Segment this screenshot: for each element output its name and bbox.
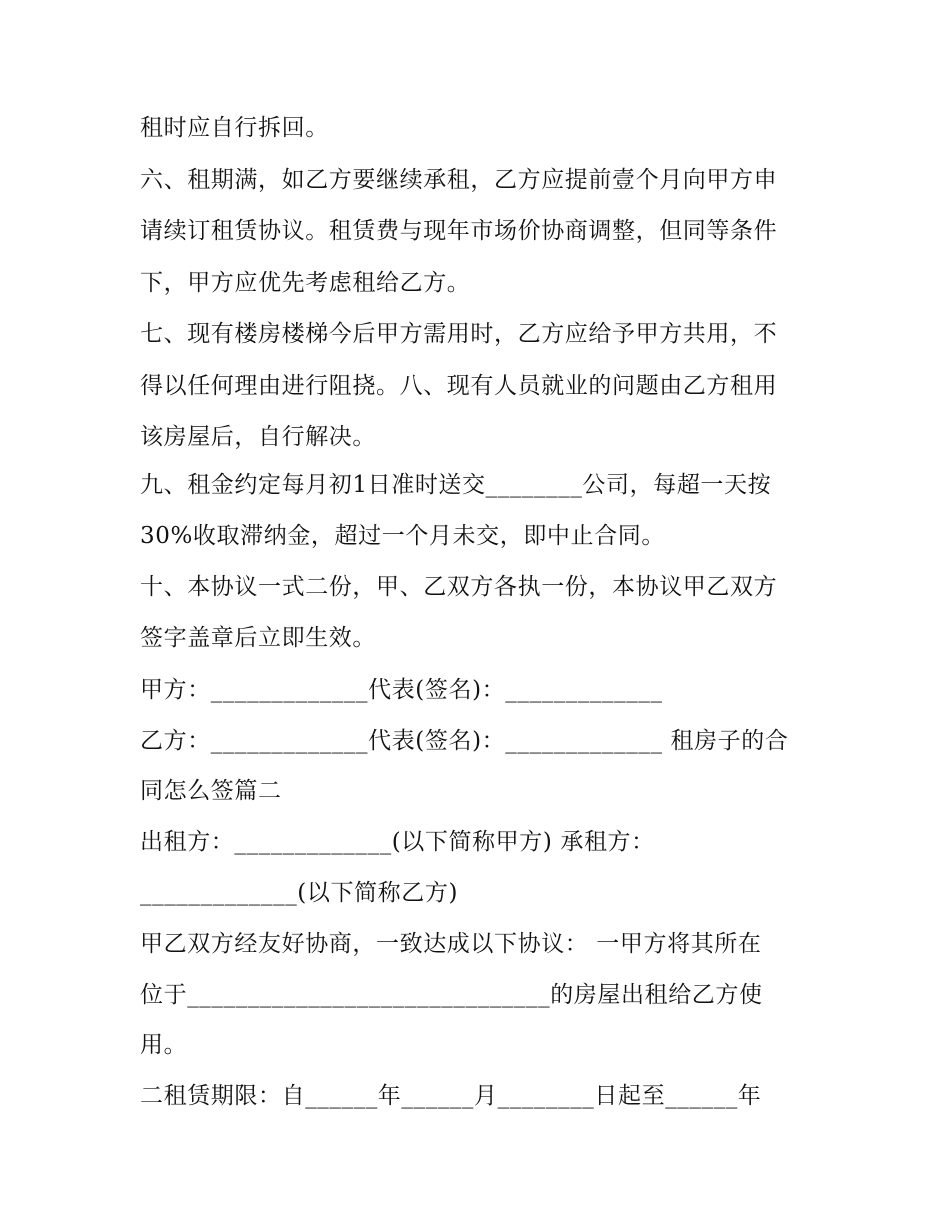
section-heading: 同怎么签篇二 <box>140 778 282 804</box>
text-line: 得以任何理由进行阻挠。八、现有人员就业的问题由乙方租用 <box>140 373 778 399</box>
text-line: 九、租金约定每月初1日准时送交________公司，每超一天按 <box>140 472 772 498</box>
text-line: 十、本协议一式二份，甲、乙双方各执一份，本协议甲乙双方 <box>140 574 778 600</box>
text-line: 签字盖章后立即生效。 <box>140 625 376 651</box>
text-line: _____________(以下简称乙方) <box>140 880 459 906</box>
signature-line-party-b: 乙方：_____________代表(签名)：_____________ 租房子的合 <box>140 728 789 754</box>
text-line: 租时应自行拆回。 <box>140 115 329 141</box>
text-line: 出租方：_____________(以下简称甲方) 承租方： <box>140 829 655 855</box>
text-line: 用。 <box>140 1032 188 1058</box>
text-line: 位于______________________________的房屋出租给乙方使 <box>140 982 763 1008</box>
text-line: 七、现有楼房楼梯今后甲方需用时，乙方应给予甲方共用，不 <box>140 321 778 347</box>
signature-line-party-a: 甲方：_____________代表(签名)：_____________ <box>140 677 663 703</box>
text-line: 六、租期满，如乙方要继续承租，乙方应提前壹个月向甲方申 <box>140 167 778 193</box>
text-line: 30%收取滞纳金，超过一个月未交，即中止合同。 <box>140 523 665 549</box>
text-line: 该房屋后，自行解决。 <box>140 424 376 450</box>
text-line: 甲乙双方经友好协商，一致达成以下协议： 一甲方将其所在 <box>140 931 762 957</box>
text-line: 下，甲方应优先考虑租给乙方。 <box>140 270 471 296</box>
text-line: 二租赁期限：自______年______月________日起至______年 <box>140 1083 762 1109</box>
text-line: 请续订租赁协议。租赁费与现年市场价协商调整，但同等条件 <box>140 218 778 244</box>
